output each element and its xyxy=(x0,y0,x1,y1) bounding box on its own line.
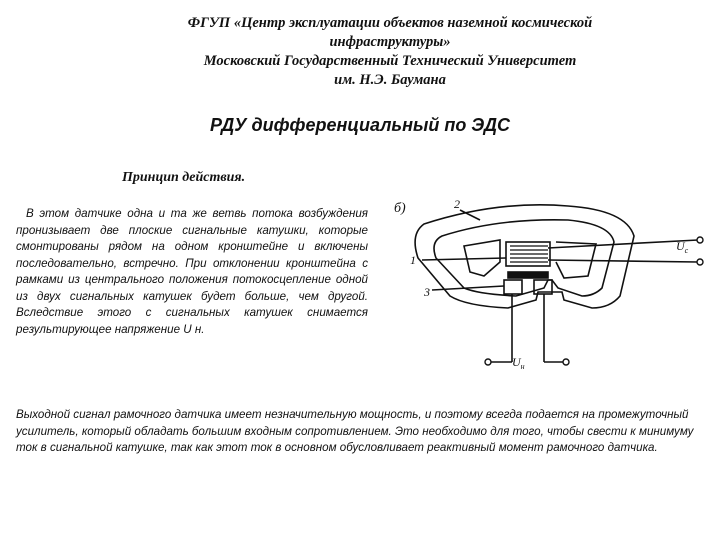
header-line-4: им. Н.Э. Баумана xyxy=(334,72,446,88)
sensor-diagram xyxy=(388,196,706,376)
section-subtitle: Принцип действия. xyxy=(122,170,246,185)
uh-label: $U_н$ xyxy=(512,355,525,371)
figure-label: б) xyxy=(394,201,406,216)
organization-header xyxy=(150,14,630,90)
header-line-1: ФГУП «Центр эксплуатации объектов наземной космической xyxy=(187,15,593,31)
principle-paragraph: В этом датчике одна и та же ветвь потока возбуждения пронизывает две плоские сигнальные катушки, которые смонтированы рядом на одном кронштейне и включены последовательно, встречно. При отклонении кронштейна с рамками из центрального положения потокосцепление одной из двух сигнальных катушек будет больше, чем другой. Вследствие этого с сигнальных катушек снимается результирующее напряжение U н. xyxy=(16,207,368,336)
label-3: 3 xyxy=(424,285,430,299)
label-2: 2 xyxy=(454,197,460,211)
page-title: РДУ дифференциальный по ЭДС xyxy=(209,115,511,135)
uc-label: $U_c$ xyxy=(676,239,689,255)
header-line-2: инфраструктуры» xyxy=(329,34,451,50)
label-1: 1 xyxy=(410,253,416,267)
header-line-3: Московский Государственный Технический Университет xyxy=(203,53,577,69)
output-signal-paragraph: Выходной сигнал рамочного датчика имеет незначительную мощность, и поэтому всегда подается на промежуточный усилитель, который обладать большим входным сопротивлением. Это необходимо для того, чтобы свести к минимуму ток в сигнальной катушке, так как этот ток в основном обусловливает реактивный момент рамочного датчика. xyxy=(16,408,694,454)
